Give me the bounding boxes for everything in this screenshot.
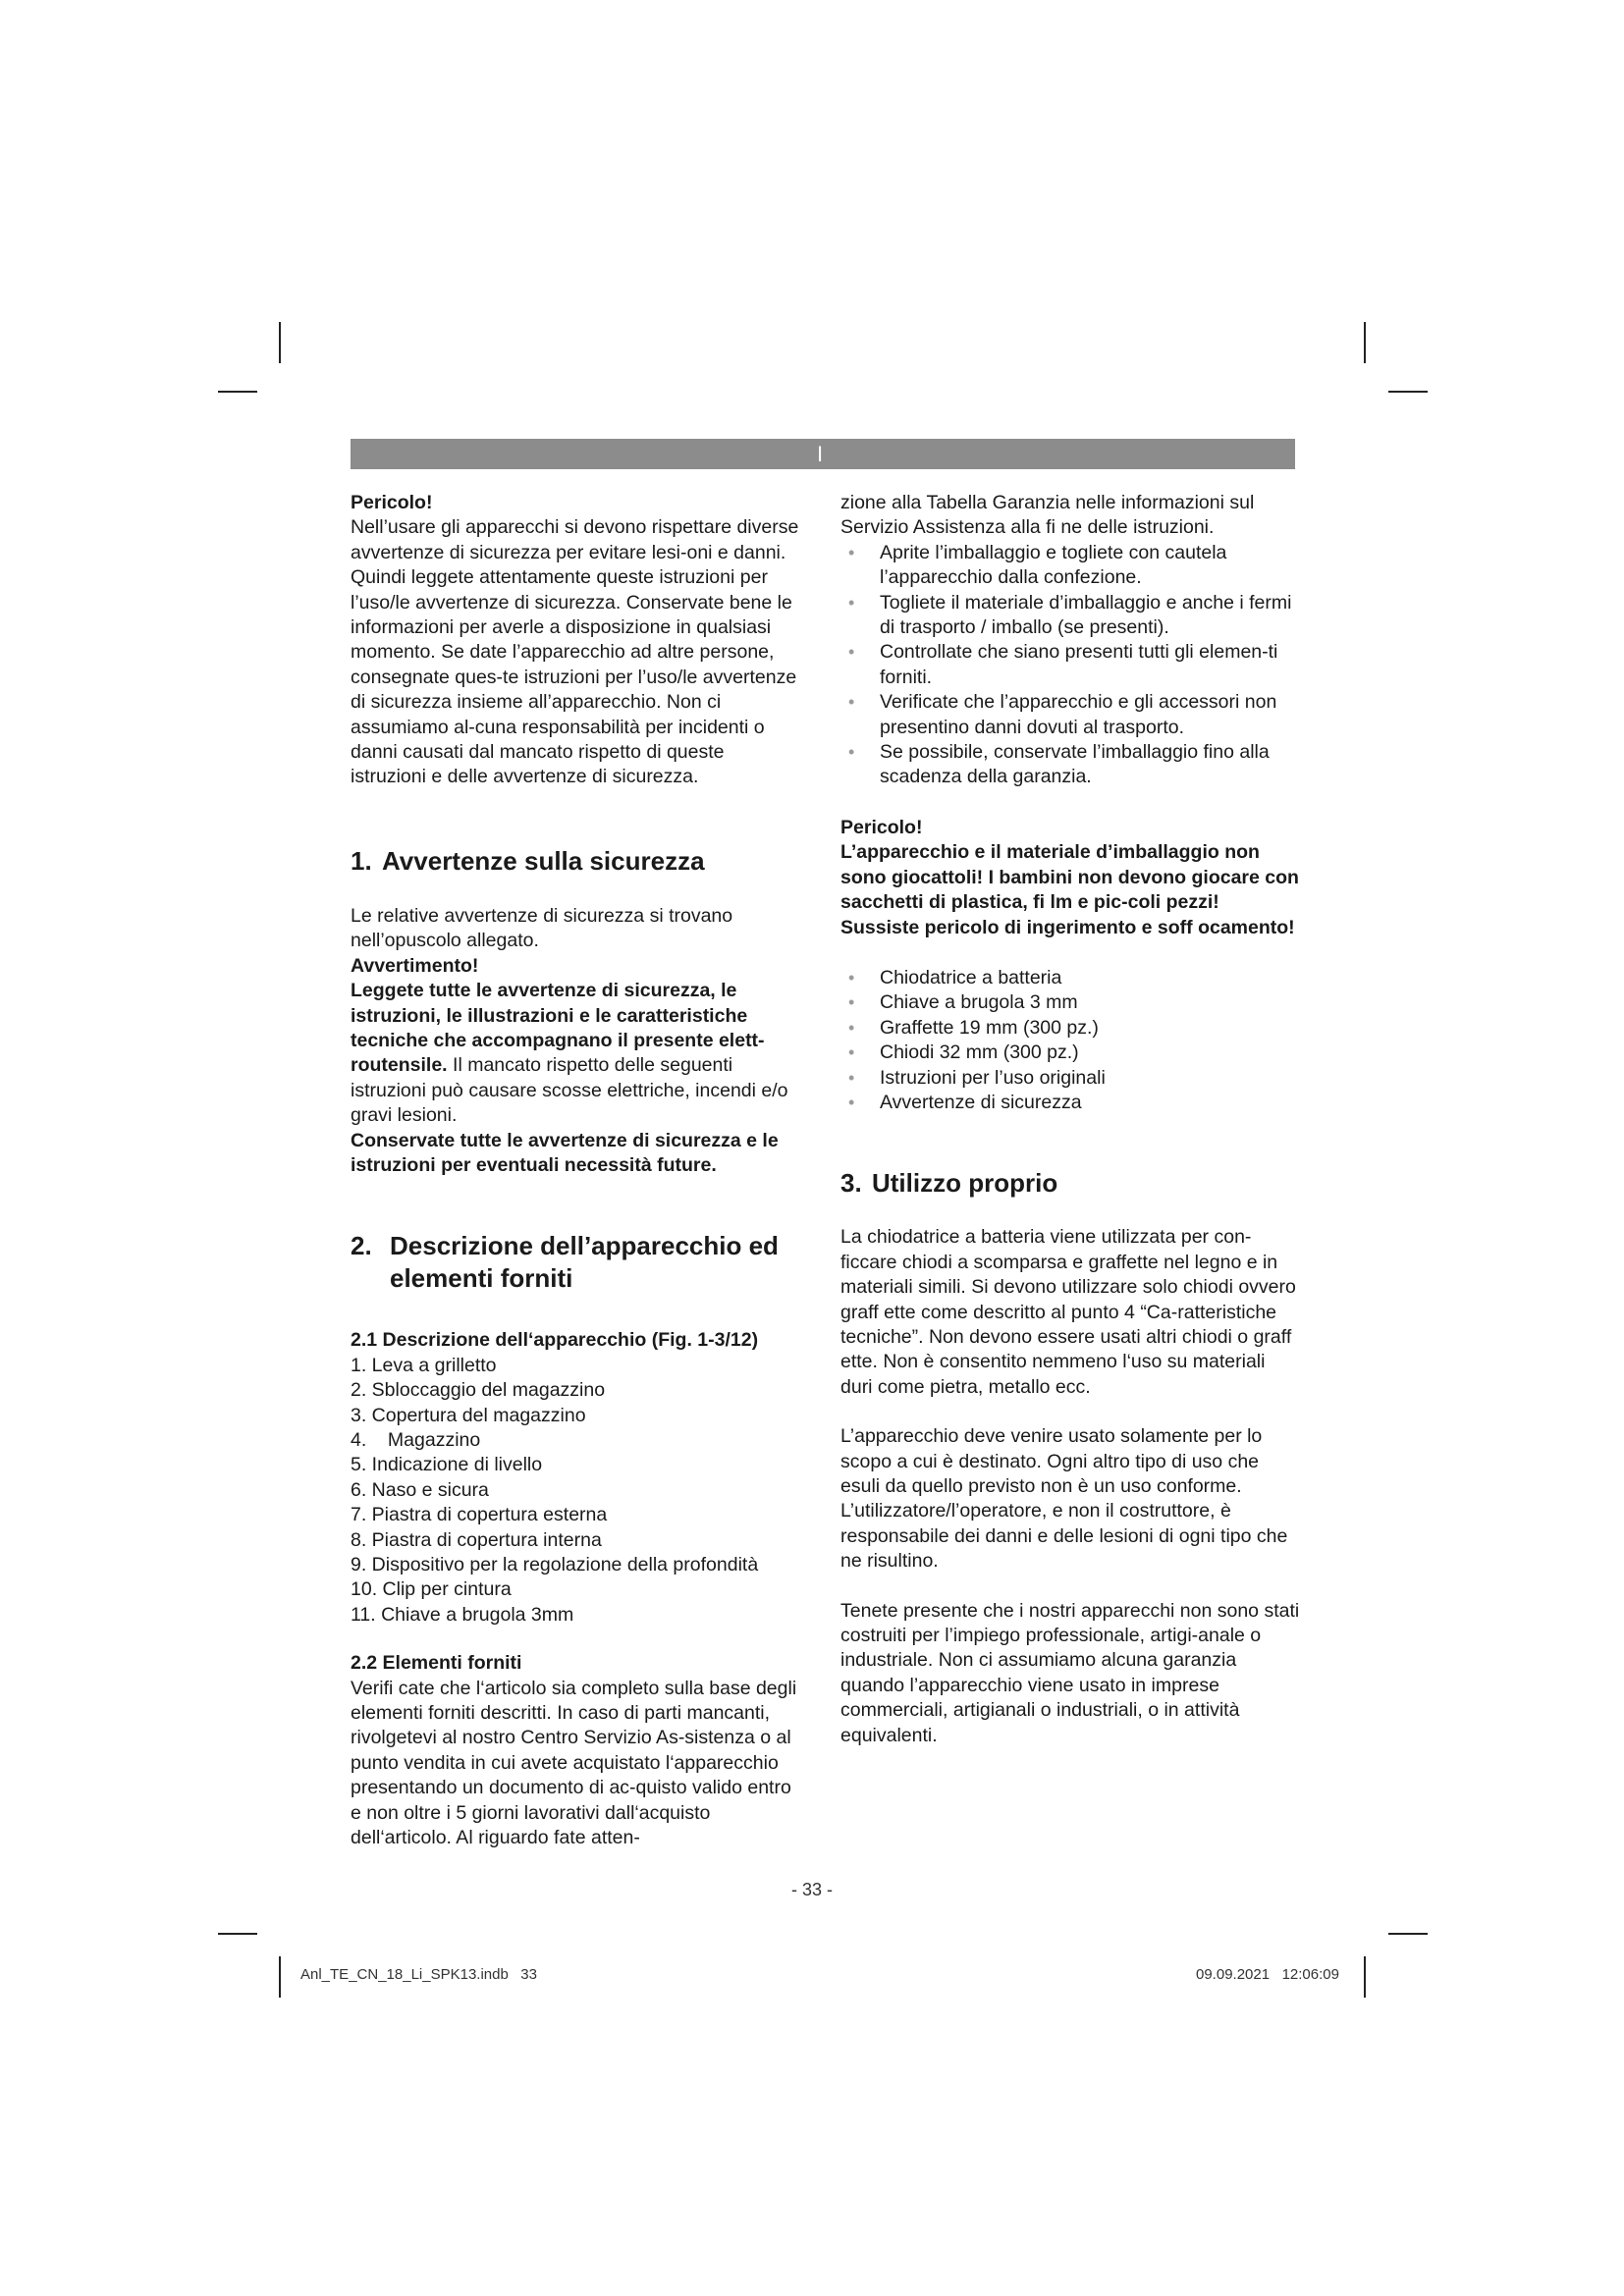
left-column	[351, 491, 802, 1850]
warning-normal-text: Il mancato rispetto delle seguenti istruzioni può causare scosse elettriche, incendi e/o gravi lesioni.	[351, 1054, 788, 1127]
list-item: • Se possibile, conservate l’imballaggio fino alla scadenza della garanzia.	[840, 740, 1302, 790]
list-item: 11. Chiave a brugola 3mm	[351, 1603, 574, 1626]
right-column	[840, 491, 1302, 1748]
list-item: 5. Indicazione di livello	[351, 1454, 543, 1476]
section-letter: I	[817, 442, 824, 466]
warning-title: Avvertimento!	[351, 954, 479, 977]
danger-text: L’apparecchio e il materiale d’imballaggio non sono giocattoli! I bambini non devono giocare con sacchetti di plastica, fi lm e pic-coli pezzi! Sussiste pericolo di ingerimento e soff ocamento!	[840, 841, 1299, 938]
danger-title: Pericolo!	[840, 816, 923, 838]
crop-mark	[1364, 1956, 1366, 1998]
continued-text: zione alla Tabella Garanzia nelle informazioni sul Servizio Assistenza alla fi ne delle istruzioni.	[840, 492, 1255, 539]
crop-mark	[279, 322, 281, 363]
crop-mark	[1388, 1933, 1428, 1935]
intro-text: Nell’usare gli apparecchi si devono rispettare diverse avvertenze di sicurezza per evitare lesi-oni e danni. Quindi leggete attentamente queste istruzioni per l’uso/le avvertenze di sicurezza. Conservate bene le informazioni per averle a disposizione in qualsiasi momento. Se date l’apparecchio ad altre persone, consegnate ques-te istruzioni per l’uso/le avvertenze di sicurezza insieme all’apparecchio. Non ci assumiamo al-cuna responsabilità per incidenti o danni causati dal mancato rispetto di queste istruzioni e delle avvertenze di sicurezza.	[351, 516, 799, 788]
list-item: 7. Piastra di copertura esterna	[351, 1504, 608, 1526]
keep-instructions-text: Conservate tutte le avvertenze di sicurezza e le istruzioni per eventuali necessità future.	[351, 1129, 779, 1176]
list-item: • Verificate che l’apparecchio e gli accessori non presentino danni dovuti al trasporto.	[840, 690, 1302, 740]
section-2-1-title: 2.1 Descrizione dell‘apparecchio (Fig. 1-3/12)	[351, 1329, 759, 1352]
list-item: • Istruzioni per l’uso originali	[840, 1066, 1302, 1091]
list-item: • Controllate che siano presenti tutti gli elemen-ti forniti.	[840, 640, 1302, 690]
list-item: 3. Copertura del magazzino	[351, 1404, 586, 1426]
warning-bold-text: Leggete tutte le avvertenze di sicurezza, le istruzioni, le illustrazioni e le caratteristiche tecniche che accompagnano il presente elett-routensile.	[351, 980, 765, 1077]
section-3-paragraph-1: La chiodatrice a batteria viene utilizzata per con-ficcare chiodi a scomparsa e graffette nel legno e in materiali simili. Si devono utilizzare solo chiodi ovvero graff ette come descritto al punto 4 “Ca-ratteristiche tecniche”. Non devono essere usati altri chiodi o graff ette. Non è consentito nemmeno l‘uso su materiali duri come pietra, metallo ecc.	[840, 1226, 1296, 1398]
section-1-text: Le relative avvertenze di sicurezza si trovano nell’opuscolo allegato.	[351, 904, 733, 952]
section-2-heading	[351, 1230, 802, 1295]
unpack-list	[840, 541, 1302, 790]
section-3-heading	[840, 1167, 1302, 1200]
list-item: 9. Dispositivo per la regolazione della profondità	[351, 1554, 759, 1575]
list-item: • Chiodi 32 mm (300 pz.)	[840, 1041, 1302, 1065]
intro-title: Pericolo!	[351, 492, 433, 513]
crop-mark	[1364, 322, 1366, 363]
list-item: 10. Clip per cintura	[351, 1578, 512, 1601]
supplied-items-list	[840, 966, 1302, 1115]
list-item: • Chiave a brugola 3 mm	[840, 990, 1302, 1015]
section-2-2-text: Verifi cate che l‘articolo sia completo sulla base degli elementi forniti descritti. In caso di parti mancanti, rivolgetevi al nostro Centro Servizio As-sistenza o al punto vendita in cui avete acquistato l‘apparecchio presentando un documento di ac-quisto valido entro e non oltre i 5 giorni lavorativi dall‘acquisto dell‘articolo. Al riguardo fate atten-	[351, 1677, 797, 1849]
crop-mark	[279, 1956, 281, 1998]
crop-mark	[218, 1933, 257, 1935]
section-1-number: 1.	[351, 845, 372, 876]
list-item: 4. Magazzino	[351, 1428, 481, 1451]
section-header-bar	[351, 439, 1295, 469]
section-1-title: Avvertenze sulla sicurezza	[382, 845, 705, 876]
parts-list	[351, 1354, 802, 1628]
list-item: 2. Sbloccaggio del magazzino	[351, 1379, 606, 1402]
section-3-number: 3.	[840, 1168, 862, 1199]
list-item: • Aprite l’imballaggio e togliete con cautela l’apparecchio dalla confezione.	[840, 541, 1302, 591]
list-item: 1. Leva a grilletto	[351, 1354, 497, 1376]
section-2-number: 2.	[351, 1231, 372, 1261]
list-item: 8. Piastra di copertura interna	[351, 1528, 602, 1551]
page-number: - 33 -	[790, 1880, 833, 1899]
list-item: • Avvertenze di sicurezza	[840, 1091, 1302, 1115]
section-3-title: Utilizzo proprio	[872, 1168, 1058, 1199]
section-3-paragraph-3: Tenete presente che i nostri apparecchi non sono stati costruiti per l’impiego professionale, artigi-anale o industriale. Non ci assumiamo alcuna garanzia quando l’apparecchio viene usato in imprese commerciali, artigianali o industriali, o in attività equivalenti.	[840, 1599, 1300, 1746]
section-2-2-title: 2.2 Elementi forniti	[351, 1652, 522, 1675]
section-3-paragraph-2: L’apparecchio deve venire usato solamente per lo scopo a cui è destinato. Ogni altro tipo di uso che esuli da quello previsto non è un uso conforme. L’utilizzatore/l’operatore, e non il costruttore, è responsabile dei danni e delle lesioni di ogni tipo che ne risultino.	[840, 1425, 1288, 1573]
list-item: • Togliete il materiale d’imballaggio e anche i fermi di trasporto / imballo (se presenti).	[840, 591, 1302, 641]
list-item: 6. Naso e sicura	[351, 1478, 489, 1501]
section-1-heading	[351, 845, 802, 878]
footer-file-name: Anl_TE_CN_18_Li_SPK13.indb 33	[300, 1966, 537, 1983]
crop-mark	[1388, 391, 1428, 393]
list-item: • Chiodatrice a batteria	[840, 966, 1302, 990]
footer-timestamp: 09.09.2021 12:06:09	[1196, 1966, 1339, 1983]
section-2-title: Descrizione dell’apparecchio ed elementi forniti	[390, 1231, 779, 1294]
crop-mark	[218, 391, 257, 393]
warning-paragraph	[351, 979, 802, 1128]
list-item: • Graffette 19 mm (300 pz.)	[840, 1016, 1302, 1041]
